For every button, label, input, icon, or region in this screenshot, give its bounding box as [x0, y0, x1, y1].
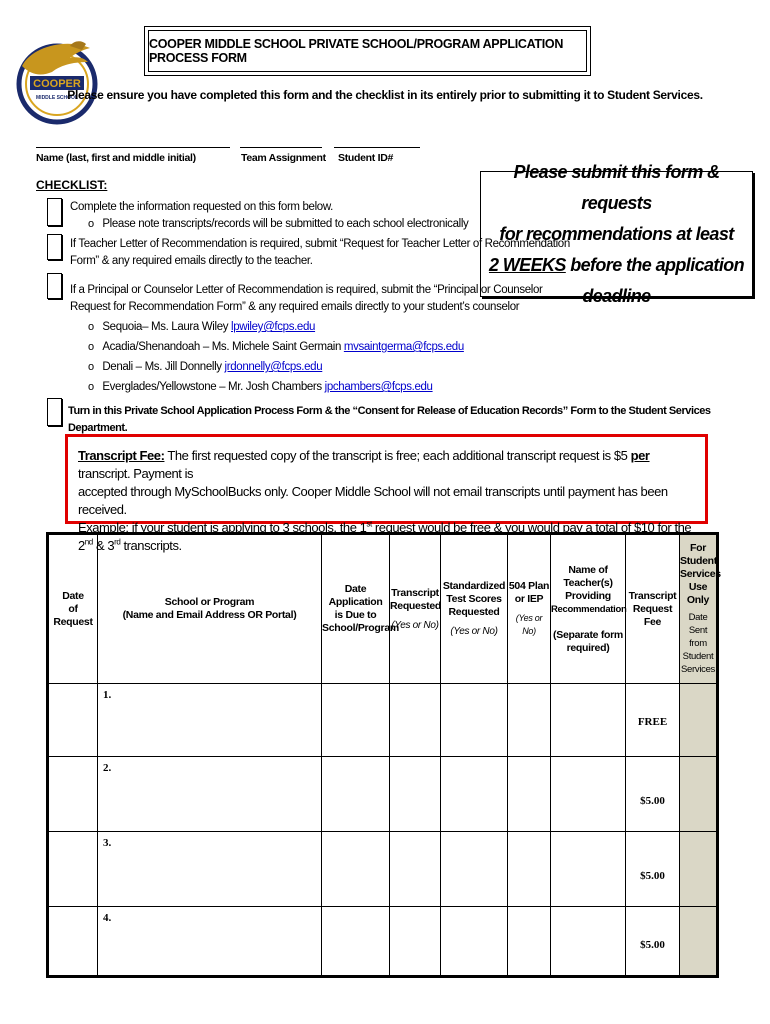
counselor-email-link[interactable]: mvsaintgerma@fcps.edu: [343, 341, 464, 353]
header-due-date: [322, 535, 399, 684]
checklist-checkbox-4[interactable]: [47, 398, 62, 426]
cell-due-date[interactable]: [322, 907, 390, 976]
cell-tests[interactable]: [441, 832, 508, 907]
cell-school[interactable]: 2.: [98, 757, 322, 832]
header-text: Teacher(s): [563, 576, 613, 589]
cell-transcript[interactable]: [390, 757, 441, 832]
school-logo: [12, 36, 102, 126]
cell-staff-use: [680, 684, 717, 757]
application-table: [46, 532, 719, 978]
transcript-fee-notice: [65, 434, 708, 553]
counselor-label: Acadia/Shenandoah – Ms. Michele Saint Germain: [102, 341, 344, 353]
cell-tests[interactable]: [441, 684, 508, 757]
team-field[interactable]: [240, 147, 322, 148]
fee-text: The first requested copy of the transcript is free; each additional transcript request is $5: [164, 448, 631, 463]
checklist-checkbox-3[interactable]: [47, 273, 62, 299]
deadline-note-line1: Please submit this form & requests: [513, 161, 720, 213]
header-text: Transcript: [628, 589, 677, 602]
staff-sub-text: [680, 611, 716, 676]
header-text: required): [566, 641, 610, 654]
cell-fee: $5.00: [626, 907, 680, 976]
header-staff-use: [680, 535, 721, 684]
cell-transcript[interactable]: [390, 907, 441, 976]
cell-school[interactable]: 1.: [98, 684, 322, 757]
fee-text: transcripts.: [120, 538, 182, 553]
cell-school[interactable]: 3.: [98, 832, 322, 907]
cell-due-date[interactable]: [322, 684, 390, 757]
header-text: Name of: [568, 563, 608, 576]
cell-teachers[interactable]: [551, 757, 626, 832]
header-text: Test Scores: [446, 593, 502, 605]
bullet-icon: o: [88, 341, 94, 353]
fee-sup: st: [366, 519, 372, 529]
cell-fee: $5.00: [626, 832, 680, 907]
counselor-item: [88, 339, 464, 356]
cell-staff-use: [680, 757, 717, 832]
cell-date[interactable]: [49, 832, 98, 907]
cell-tests[interactable]: [441, 757, 508, 832]
checklist-item-2-line1: If Teacher Letter of Recommendation is required, submit “Request for Teacher Letter of Recommendation: [70, 238, 570, 250]
student-id-field[interactable]: [334, 147, 420, 148]
bullet-icon: o: [88, 361, 94, 373]
team-label: Team Assignment: [241, 152, 326, 164]
fee-text: transcript. Payment is: [78, 466, 194, 481]
bullet-icon: o: [88, 218, 94, 230]
subtitle: Please ensure you have completed this form and the checklist in its entirely prior to submitting it to Student Services.: [67, 88, 703, 102]
cell-teachers[interactable]: [551, 684, 626, 757]
fee-line-1: [78, 447, 697, 483]
fee-text: request would be free & you would pay a total of $10 for the 2: [78, 520, 692, 553]
cell-date[interactable]: [49, 907, 98, 976]
counselor-item: [88, 379, 433, 396]
counselor-email-link[interactable]: lpwiley@fcps.edu: [231, 321, 316, 333]
header-text: Request: [632, 602, 673, 615]
table-row: [49, 684, 717, 757]
header-text: Date Sent: [688, 612, 708, 636]
header-text: Fee: [643, 615, 662, 628]
deadline-note-line2: for recommendations at least: [499, 223, 734, 244]
header-text: Services: [680, 664, 716, 675]
name-field[interactable]: [36, 147, 230, 148]
header-text: Requested: [448, 606, 500, 618]
cougar-logo-icon: [12, 36, 102, 126]
checklist-checkbox-1[interactable]: [47, 198, 62, 226]
header-text: Services: [680, 568, 721, 580]
table-row: [49, 757, 717, 832]
cell-staff-use: [680, 832, 717, 907]
header-text: Use Only: [686, 581, 710, 606]
counselor-item: [88, 359, 322, 376]
fee-title: Transcript Fee:: [78, 448, 165, 463]
cell-due-date[interactable]: [322, 832, 390, 907]
fee-sup: nd: [84, 537, 93, 547]
student-id-label: Student ID#: [338, 152, 394, 164]
table-row: [49, 832, 717, 907]
cell-fee: $5.00: [626, 757, 680, 832]
deadline-note-line3: [481, 250, 752, 312]
deadline-note: [480, 161, 753, 306]
logo-tagline-text: MIDDLE SCHOOL: [36, 95, 78, 101]
deadline-note-line3-rest: before the application deadline: [565, 254, 745, 306]
header-text: Recommendation: [551, 603, 627, 615]
cell-504-plan[interactable]: [508, 684, 551, 757]
cell-transcript[interactable]: [390, 832, 441, 907]
page-title: COOPER MIDDLE SCHOOL PRIVATE SCHOOL/PROGRAM APPLICATION PROCESS FORM: [148, 30, 587, 72]
header-text: Providing: [565, 589, 611, 602]
counselor-email-link[interactable]: jpchambers@fcps.edu: [324, 381, 433, 393]
cell-staff-use: [680, 907, 717, 976]
header-text: from: [689, 638, 707, 649]
checklist-item-3-line1: If a Principal or Counselor Letter of Recommendation is required, submit the “Principal or Counselor: [70, 284, 543, 296]
counselor-label: Denali – Ms. Jill Donnelly: [102, 361, 225, 373]
logo-name-text: COOPER: [33, 78, 81, 90]
counselor-label: Everglades/Yellowstone – Mr. Josh Chambers: [102, 381, 325, 393]
header-text: or IEP: [514, 593, 544, 605]
cell-school[interactable]: 4.: [98, 907, 322, 976]
header-text: Transcript: [391, 586, 439, 599]
header-text: Student: [682, 651, 714, 662]
table-row: [49, 907, 717, 976]
bullet-icon: o: [88, 381, 94, 393]
cell-teachers[interactable]: [551, 832, 626, 907]
cell-teachers[interactable]: [551, 907, 626, 976]
header-text: Requested: [390, 599, 441, 612]
checklist-item-4: Turn in this Private School Application Process Form & the “Consent for Release of Education Records” Form to the Student Services Department.: [68, 405, 711, 434]
counselor-email-link[interactable]: jrdonnelly@fcps.edu: [224, 361, 323, 373]
header-fee: [626, 535, 680, 684]
cell-tests[interactable]: [441, 907, 508, 976]
header-text: Date: [62, 589, 84, 602]
cell-due-date[interactable]: [322, 757, 390, 832]
checklist-subitem-1: [88, 216, 468, 233]
header-text: 504 Plan: [508, 580, 550, 592]
header-text: of: [68, 602, 78, 615]
header-text: is Due to: [334, 609, 377, 621]
counselor-item: [88, 319, 315, 336]
checklist-item-2-line2: Form” & any required emails directly to the teacher.: [70, 255, 313, 267]
checklist-item-3-line2: Request for Recommendation Form” & any required emails directly to your student’s counselor: [70, 301, 520, 313]
deadline-weeks: 2 WEEKS: [488, 254, 566, 275]
header-hint: (Yes or No): [391, 619, 439, 631]
header-504-plan: [508, 535, 551, 684]
fee-line-2: accepted through MySchoolBucks only. Cooper Middle School will not email transcripts until payment has been received.: [78, 484, 668, 517]
header-text: Date Application: [328, 583, 383, 608]
header-date: [49, 535, 98, 684]
cell-504-plan[interactable]: [508, 832, 551, 907]
cell-transcript[interactable]: [390, 684, 441, 757]
checklist-subitem-text: Please note transcripts/records will be submitted to each school electronically: [102, 218, 469, 230]
header-text: (Name and Email Address OR Portal): [122, 609, 297, 621]
header-text: School/Program: [322, 622, 399, 634]
checklist-checkbox-2[interactable]: [47, 234, 62, 260]
cell-date[interactable]: [49, 757, 98, 832]
cell-504-plan[interactable]: [508, 907, 551, 976]
name-label: Name (last, first and middle initial): [36, 152, 196, 164]
header-hint: (Yes or No): [450, 626, 498, 637]
checklist-item-1: Complete the information requested on this form below.: [70, 201, 334, 213]
counselor-label: Sequoia– Ms. Laura Wiley: [102, 321, 232, 333]
fee-sup: rd: [114, 537, 121, 547]
title-box: [144, 26, 591, 76]
header-text: (Separate form: [553, 628, 623, 641]
fee-per: per: [630, 448, 650, 463]
checklist-heading: CHECKLIST:: [36, 178, 108, 192]
bullet-icon: o: [88, 321, 94, 333]
header-transcript: [390, 535, 441, 684]
cell-fee: FREE: [626, 684, 680, 757]
header-text: Request: [53, 615, 93, 628]
table-header-row: [49, 535, 717, 684]
fee-text: Example: if your student is applying to 3 schools, the 1: [78, 520, 367, 535]
header-tests: [441, 535, 508, 684]
header-text: For Student: [680, 542, 717, 567]
header-text: School or Program: [164, 596, 255, 608]
header-school: [98, 535, 322, 684]
fee-text: & 3: [92, 538, 115, 553]
header-teachers: [551, 535, 626, 684]
header-text: Standardized: [442, 580, 506, 592]
cell-504-plan[interactable]: [508, 757, 551, 832]
header-hint: (Yes or No): [515, 613, 543, 636]
cell-date[interactable]: [49, 684, 98, 757]
